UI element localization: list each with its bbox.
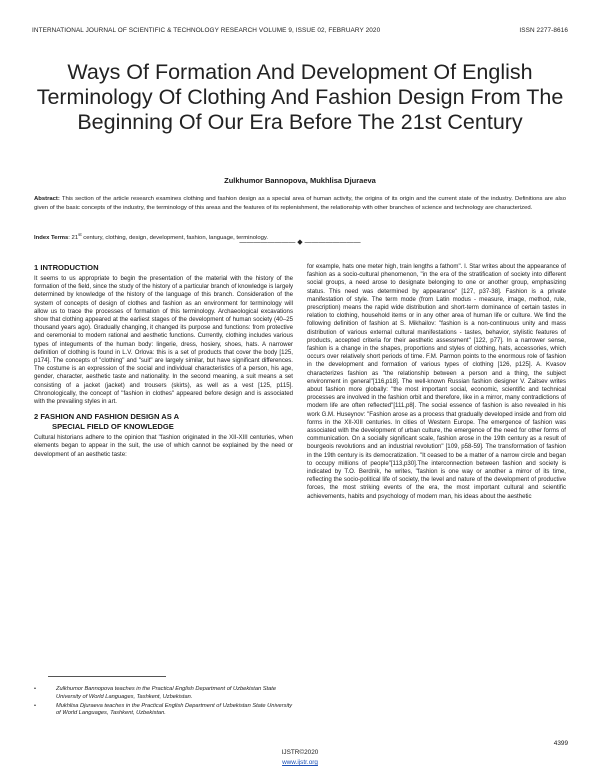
abstract-label: Abstract:: [34, 196, 60, 202]
journal-name: INTERNATIONAL JOURNAL OF SCIENTIFIC & TECHNOLOGY RESEARCH VOLUME 9, ISSUE 02, FEBRUARY 2020: [32, 27, 381, 34]
section-1-heading: 1 INTRODUCTION: [34, 263, 99, 272]
section-2-heading-line1: 2 FASHION AND FASHION DESIGN AS A: [34, 412, 180, 422]
footnote-bullet: •: [34, 702, 36, 709]
abstract-text: This section of the article research examines clothing and fashion design as a special area of human activity, the origins of its origin and the current state of the industry. Definitions are also given of the basic concepts of the industry, the terminology of this areas and the features of its replenishment, the relationship with other branches of science and technology are characterized.: [34, 196, 566, 211]
left-column: [34, 263, 293, 459]
section-2-heading-line2: SPECIAL FIELD OF KNOWLEDGE: [52, 422, 174, 432]
index-terms-label: Index Terms: [34, 234, 69, 241]
section-2-paragraph: Cultural historians adhere to the opinion that "fashion originated in the XII-XIII centuries, when elements began to appear in the suit, the use of which cannot be explained by the need or development of an aesthetic taste:: [34, 434, 293, 458]
footnotes: [34, 686, 293, 719]
footer-url-link[interactable]: www.ijstr.org: [282, 759, 318, 766]
index-terms-sup: st: [78, 232, 82, 237]
abstract: [34, 195, 566, 212]
paper-title: Ways Of Formation And Development Of English Terminology Of Clothing And Fashion Design From The Beginning Of Our Era Before The 21st Century: [36, 60, 564, 134]
right-column-paragraph: for example, hats one meter high, train lengths a fathom". I. Star writes about the appearance of fashion as a socio-cultural phenomenon, "in the era of the stratification of society into different social groups, a need arose to designate belonging to one or another group, emphasizing status. This need was determined by appearance" [127, p37-38]. Fashion is a private manifestation of style. The term mode (from Latin modus - measure, image, method, rule, prescription) means the rapid wide distribution and short-term dominance of certain tastes in relation to clothing, household items or in any other area of human life or culture. We find the following definition of fashion at S. Mikhailov: "fashion is a non-continuous unity and mass distribution of various external cultural manifestations - tastes, behavior, stylistic features of products, accepted criteria for their aesthetic assessment" [122, p77]. In a narrower sense, fashion is a change in the shapes, proportions and styles of clothing, hats, accessories, which occurs over relatively short periods of time. F.M. Parmon points to the enormous role of fashion in the development and formation of various types of clothing [126, p125]. A. Kvasov characterizes fashion as "the relationship between a person and a thing, the subject environment in general"[116,p18]. The well-known Russian fashion designer V. Zaitsev writes about fashion more globally: "the most important social, economic, scientific and technical processes are involved in the fashion orbit and therefore, like in a mirror, many contradictions of modern life are often reflected"[111,p8]. The social essence of fashion is also revealed in his work G.M. Huseynov: "Fashion arose as a process that gradually developed inside and from old forms in the XII-XIII centuries. In cities of Western Europe. The emergence of fashion was associated with the development of urban culture, the emergence of the need for other forms of communication. On a socially significant scale, fashion arose in the 19th century as a result of bourgeois revolutions and an industrial revolution" [109, p58-59]. The transformation of fashion in the 19th century is its democratization. "It ceased to be a matter of a narrow circle and began to occupy millions of people"[113,p30].The interconnection between fashion and society is indicated by T.O. Berdnik, he writes, "fashion is one way or another a mirror of its time, reflecting the socio-political life of society, the level and nature of the development of productive forces, the most striking events of the era, the most important cultural and scientific achievements, habits and psychology of modern man, his ideas about the aesthetic: [307, 263, 566, 500]
footnote-item: [34, 703, 293, 719]
page-number: 4399: [553, 740, 568, 747]
section-1-paragraph: It seems to us appropriate to begin the presentation of the material with the history of the formation of the field, since the study of the history of a particular branch of knowledge is largely determined by knowledge of the history of the language of this branch. Consideration of the system of concepts of design of clothes and fashion as an environment for terminology will allow us to trace the processes of formation of this terminology. Archaeological excavations show that clothing appeared at the earliest stages of the development of human society (40–25 thousand years ago). Gradually changing, it changed its purpose and functions: from protective and ceremonial to modern rational and aesthetic functions. Currently, clothing includes various types of integuments of the human body: lingerie, dress, hosiery, shoes, hats. A narrower definition of clothing is found in L.V. Orlova: this is a set of products that cover the body [125, p174]. The concepts of "clothing" and "suit" are largely similar, but have significant differences. The costume is an expression of the social and individual characteristics of a person, his age, gender, character, aesthetic taste and nationality. In the second meaning, a suit means a set consisting of a jacket (jacket) and trousers (skirts), as well as a vest [125, p115]. Chronologically, the concept of "fashion in clothes" appeared before design and is associated with the prevailing styles in art.: [34, 275, 293, 406]
section-2-heading: [34, 412, 293, 432]
index-terms-text: century, clothing, design, development, fashion, language, terminology.: [81, 234, 269, 241]
footnote-bullet: •: [34, 686, 36, 692]
index-terms-prefix: : 21: [68, 234, 79, 241]
footnote-text: Mukhlisa Djuraeva teaches in the Practical English Department of Uzbekistan State University of World Languages, Tashkent, Uzbekistan.: [56, 702, 293, 717]
footer-paper-id: IJSTR©2020: [281, 749, 319, 756]
issn: ISSN 2277-8616: [519, 27, 568, 34]
section-separator: ———————— ◆ ————————: [239, 239, 361, 246]
footnote-rule: [48, 676, 166, 677]
authors: Zulkhumor Bannopova, Mukhlisa Djuraeva: [224, 176, 376, 185]
footnote-text: Zulkhumor Bannopova teaches in the Practical English Department of Uzbekistan State University of World Languages, Tashkent, Uzbekistan.: [56, 686, 277, 700]
footnote-item: [34, 686, 293, 702]
right-column: [307, 263, 566, 501]
